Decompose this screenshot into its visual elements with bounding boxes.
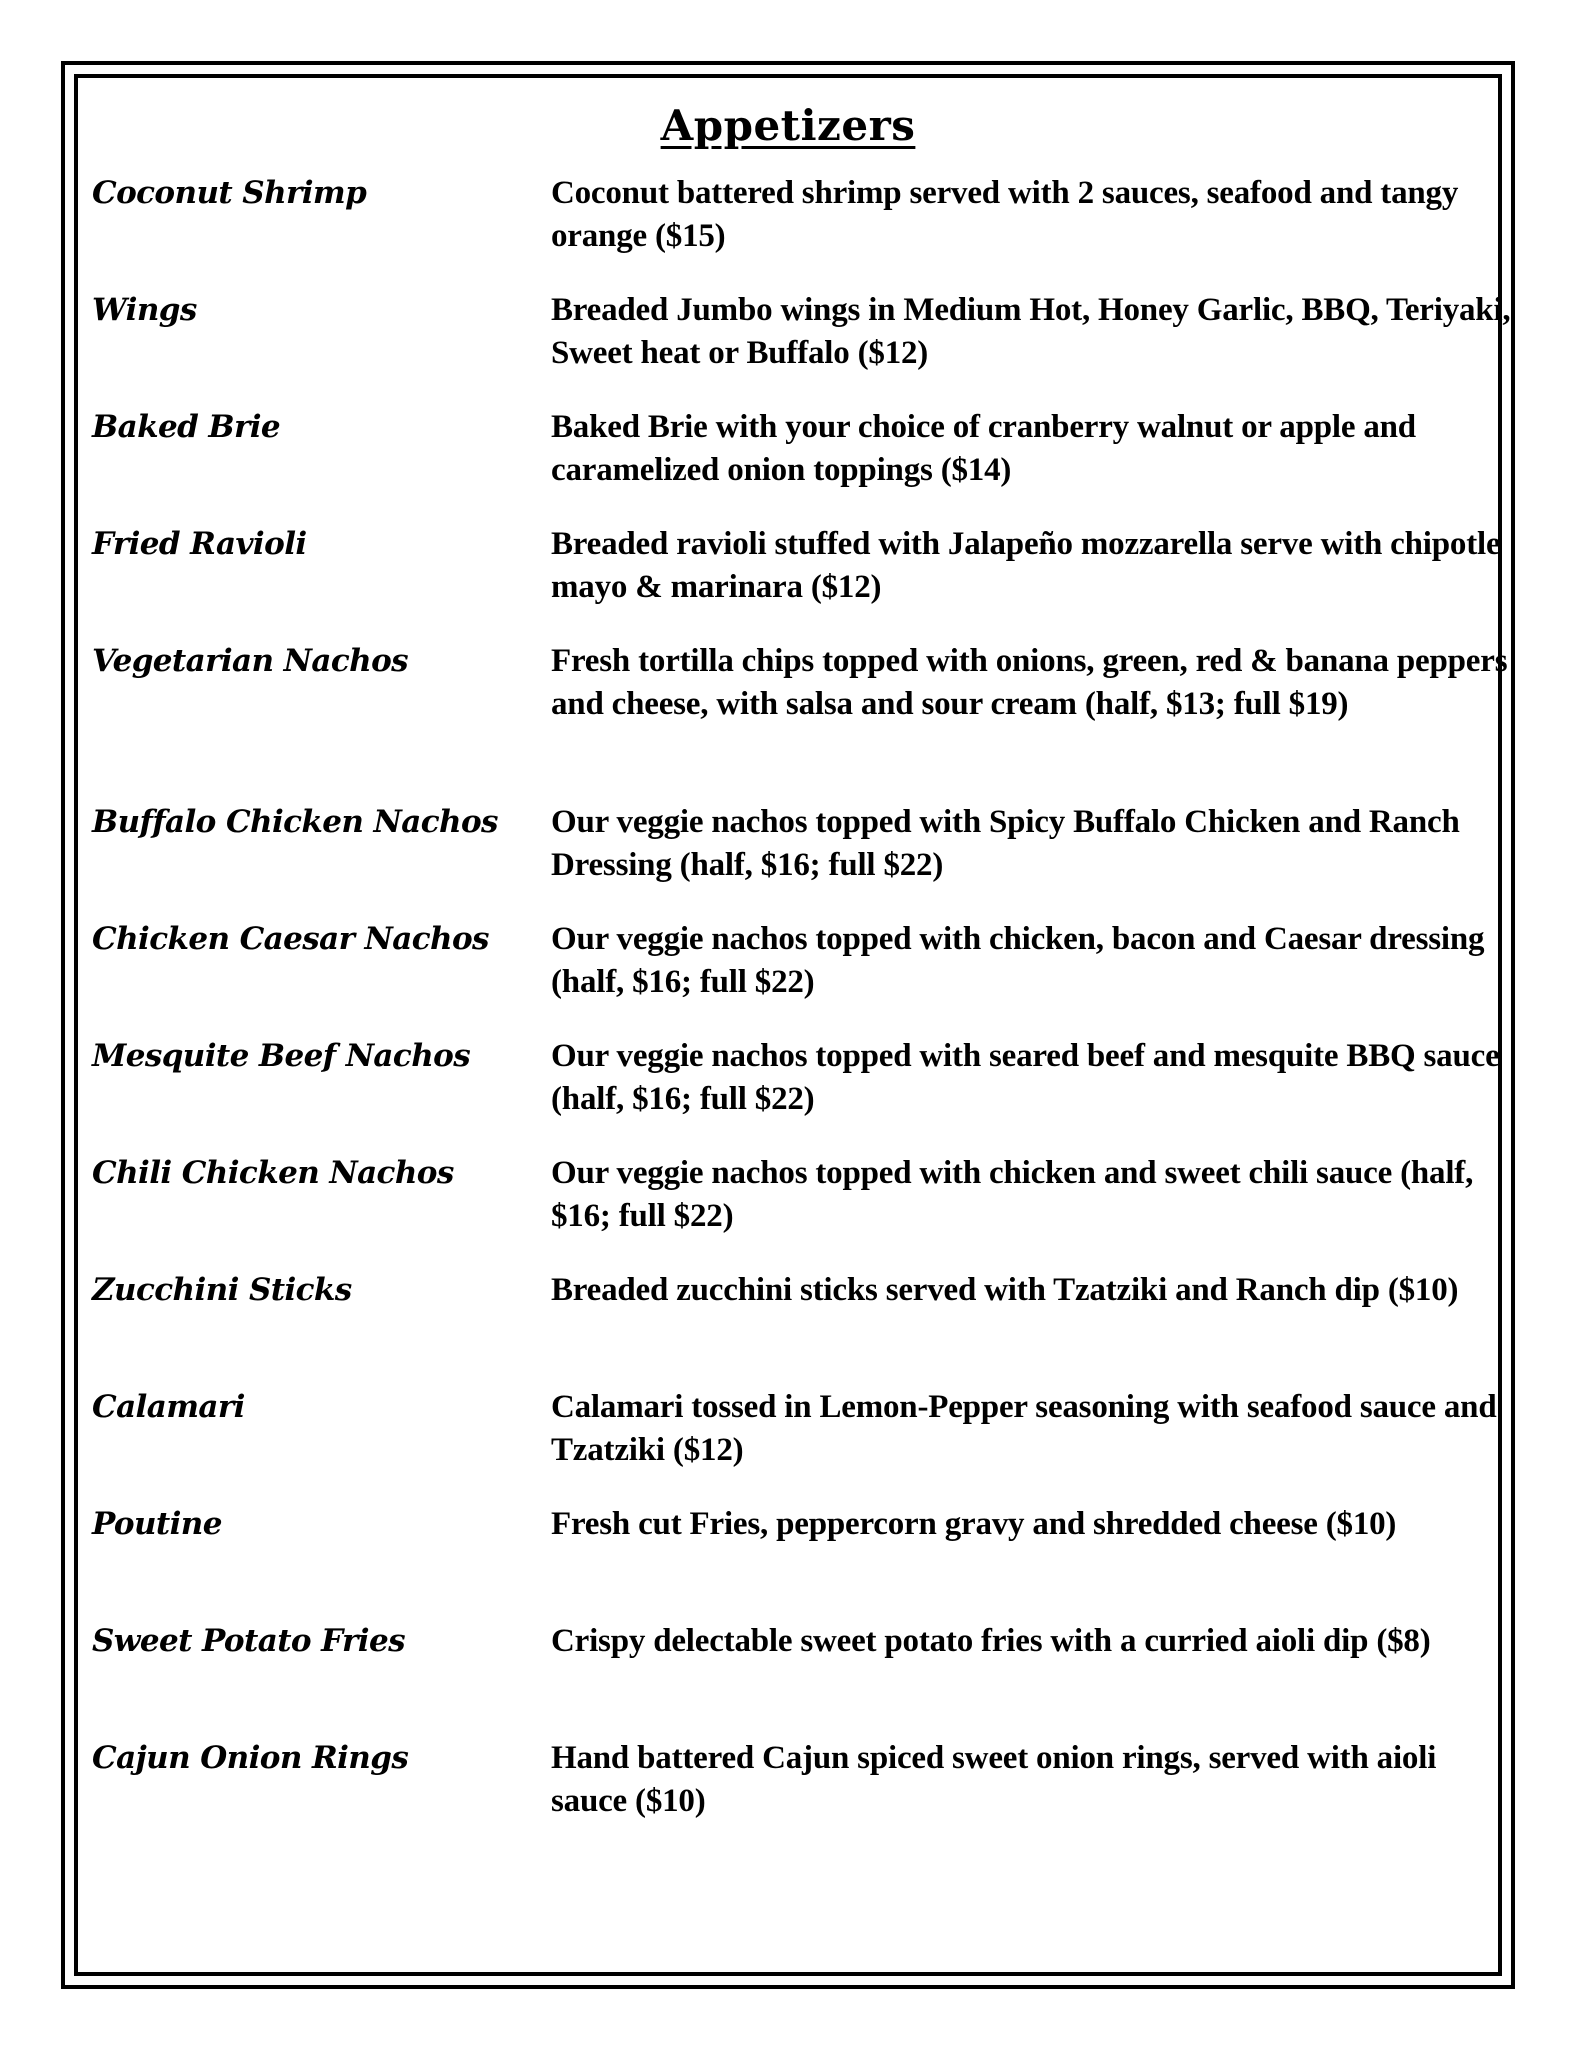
menu-item-description: Our veggie nachos topped with chicken and sweet chili sauce (half, $16; full $22) bbox=[551, 1155, 1474, 1234]
menu-item-description: Baked Brie with your choice of cranberry walnut or apple and caramelized onion toppings ($14) bbox=[551, 409, 1416, 488]
menu-item-name: Cajun Onion Rings bbox=[92, 1740, 409, 1776]
menu-section-title bbox=[65, 101, 1511, 150]
menu-item-description: Fresh cut Fries, peppercorn gravy and shredded cheese ($10) bbox=[551, 1506, 1397, 1542]
menu-item-description: Our veggie nachos topped with chicken, bacon and Caesar dressing (half, $16; full $22) bbox=[551, 921, 1485, 1000]
menu-item-description: Fresh tortilla chips topped with onions, green, red & banana peppers and cheese, with salsa and sour cream (half, $13; full $19) bbox=[551, 643, 1508, 722]
menu-item-name: Coconut Shrimp bbox=[92, 175, 367, 211]
menu-item-description: Our veggie nachos topped with seared beef and mesquite BBQ sauce (half, $16; full $22) bbox=[551, 1038, 1500, 1117]
menu-item-description: Our veggie nachos topped with Spicy Buffalo Chicken and Ranch Dressing (half, $16; full $22) bbox=[551, 804, 1460, 883]
menu-item-name: Calamari bbox=[92, 1389, 245, 1425]
menu-item-name: Sweet Potato Fries bbox=[92, 1623, 405, 1659]
menu-item-name: Vegetarian Nachos bbox=[92, 643, 409, 679]
menu-item-name: Poutine bbox=[92, 1506, 222, 1542]
menu-item-description: Hand battered Cajun spiced sweet onion rings, served with aioli sauce ($10) bbox=[551, 1740, 1437, 1819]
menu-item-name: Chili Chicken Nachos bbox=[92, 1155, 454, 1191]
menu-item-description: Breaded zucchini sticks served with Tzatziki and Ranch dip ($10) bbox=[551, 1272, 1459, 1308]
menu-item-name: Fried Ravioli bbox=[92, 526, 307, 562]
menu-item-name: Zucchini Sticks bbox=[92, 1272, 352, 1308]
menu-item-description: Crispy delectable sweet potato fries with a curried aioli dip ($8) bbox=[551, 1623, 1431, 1659]
menu-item-name: Wings bbox=[92, 292, 197, 328]
menu-item-name: Chicken Caesar Nachos bbox=[92, 921, 489, 957]
menu-item-description: Calamari tossed in Lemon-Pepper seasoning with seafood sauce and Tzatziki ($12) bbox=[551, 1389, 1497, 1468]
menu-item-description: Breaded ravioli stuffed with Jalapeño mozzarella serve with chipotle mayo & marinara ($12) bbox=[551, 526, 1501, 605]
menu-item-name: Buffalo Chicken Nachos bbox=[92, 804, 498, 840]
menu-item-name: Mesquite Beef Nachos bbox=[92, 1038, 471, 1074]
menu-item-name: Baked Brie bbox=[92, 409, 280, 445]
menu-border-outer bbox=[61, 61, 1515, 1989]
menu-item-description: Coconut battered shrimp served with 2 sauces, seafood and tangy orange ($15) bbox=[551, 175, 1459, 254]
menu-item-description: Breaded Jumbo wings in Medium Hot, Honey Garlic, BBQ, Teriyaki, Sweet heat or Buffalo ($12) bbox=[551, 292, 1511, 371]
menu-section-title-text: Appetizers bbox=[660, 101, 916, 150]
